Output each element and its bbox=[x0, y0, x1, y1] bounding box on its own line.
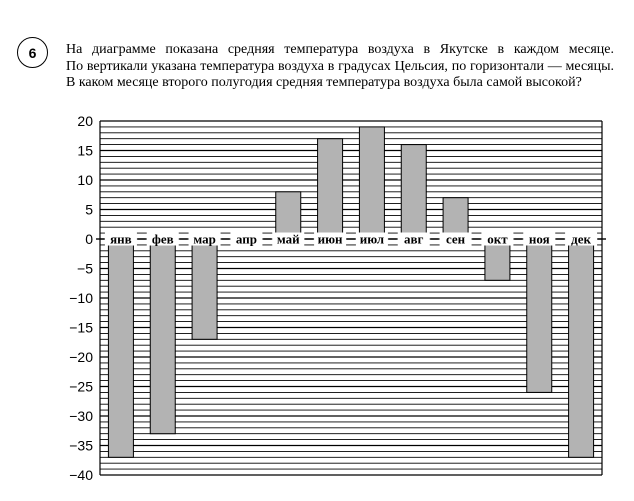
question-line-1: На диаграмме показана средняя температура воздуха в Якутске в каждом месяце. bbox=[66, 42, 614, 57]
question-line-3: В каком месяце второго полугодия средняя температура воздуха была самой высокой? bbox=[66, 75, 582, 90]
x-tick-label: мар bbox=[193, 231, 216, 247]
y-tick-label: −20 bbox=[69, 349, 93, 365]
y-tick-label: 15 bbox=[77, 142, 93, 159]
y-tick-label: −15 bbox=[69, 319, 93, 336]
x-tick-label: май bbox=[276, 231, 300, 247]
y-tick-label: −10 bbox=[69, 290, 93, 306]
bar bbox=[150, 239, 175, 434]
x-tick-label: июн bbox=[317, 231, 343, 247]
x-tick-label: ноя bbox=[528, 231, 550, 247]
bar bbox=[569, 239, 594, 457]
y-tick-label: −35 bbox=[69, 437, 93, 454]
bar bbox=[318, 139, 343, 239]
y-tick-label: −40 bbox=[69, 467, 93, 483]
problem-number: 6 bbox=[28, 44, 37, 61]
x-tick-label: июл bbox=[359, 231, 385, 247]
y-tick-label: 5 bbox=[85, 201, 93, 218]
x-tick-label: апр bbox=[235, 231, 257, 247]
x-tick-label: фев bbox=[151, 231, 174, 247]
y-tick-label: −25 bbox=[69, 378, 93, 395]
x-tick-label: авг bbox=[404, 231, 424, 247]
question-line-2: По вертикали указана температура воздуха в градусах Цельсия, по горизонтали — месяцы. bbox=[66, 58, 614, 74]
x-tick-label: дек bbox=[571, 231, 592, 247]
y-tick-label: −30 bbox=[69, 408, 93, 424]
y-tick-label: 10 bbox=[77, 172, 93, 188]
bar bbox=[359, 127, 384, 239]
y-tick-label: −5 bbox=[77, 260, 93, 277]
bar bbox=[401, 145, 426, 239]
bar bbox=[108, 239, 133, 457]
x-tick-label: янв bbox=[110, 231, 132, 247]
x-tick-label: сен bbox=[445, 231, 466, 247]
x-tick-label: окт bbox=[487, 231, 508, 247]
bar bbox=[527, 239, 552, 392]
bar bbox=[192, 239, 217, 339]
y-tick-label: 20 bbox=[77, 113, 93, 129]
y-tick-label: 0 bbox=[85, 231, 93, 247]
